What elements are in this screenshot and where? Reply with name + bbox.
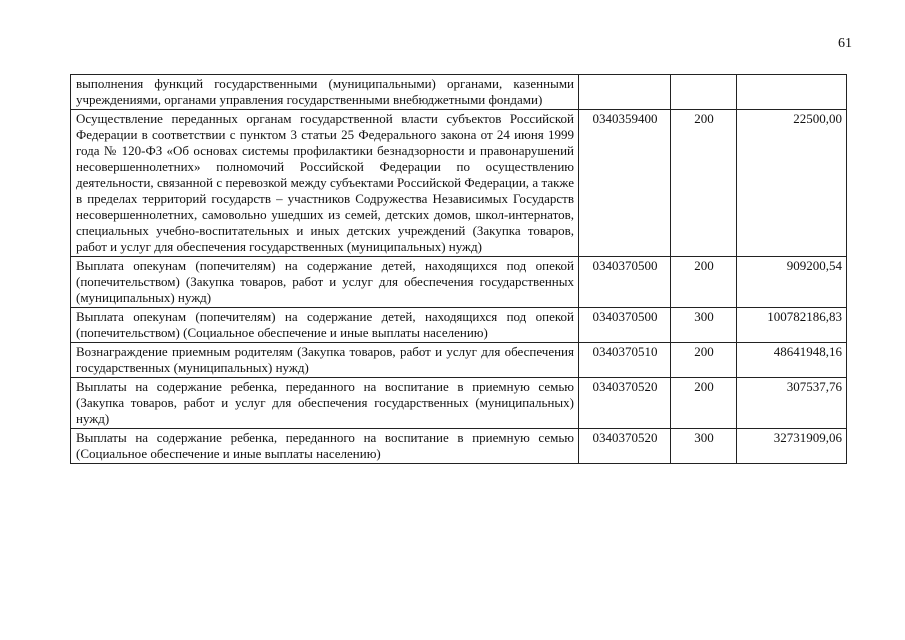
row-code: 0340370500 <box>579 308 671 343</box>
row-amount: 307537,76 <box>737 378 847 429</box>
row-code: 0340370520 <box>579 429 671 464</box>
row-expense-type: 300 <box>671 429 737 464</box>
row-description: Осуществление переданных органам государственной власти субъектов Российской Федерации в соответствии с пунктом 3 статьи 25 Федерального закона от 24 июня 1999 года № 120-ФЗ «Об основах системы профилактики безнадзорности и правонарушений несовершеннолетних» полномочий Российской Федерации по осуществлению деятельности, связанной с перевозкой между субъектами Российской Федерации, а также в пределах территорий государств – участников Содружества Независимых Государств несовершеннолетних, самовольно ушедших из семей, детских домов, школ-интернатов, специальных учебно-воспитательных и иных детских учреждений (Закупка товаров, работ и услуг для обеспечения государственных (муниципальных) нужд) <box>71 110 579 257</box>
table-row <box>71 308 847 343</box>
row-description: Выплата опекунам (попечителям) на содержание детей, находящихся под опекой (попечительством) (Социальное обеспечение и иные выплаты населению) <box>71 308 579 343</box>
row-amount: 48641948,16 <box>737 343 847 378</box>
row-code: 0340370520 <box>579 378 671 429</box>
row-code: 0340359400 <box>579 110 671 257</box>
table-row <box>71 110 847 257</box>
row-expense-type: 300 <box>671 308 737 343</box>
table-row <box>71 75 847 110</box>
row-amount: 22500,00 <box>737 110 847 257</box>
row-code <box>579 75 671 110</box>
row-description: Выплата опекунам (попечителям) на содержание детей, находящихся под опекой (попечительством) (Закупка товаров, работ и услуг для обеспечения государственных (муниципальных) нужд) <box>71 257 579 308</box>
table-row <box>71 257 847 308</box>
row-code: 0340370500 <box>579 257 671 308</box>
row-amount: 909200,54 <box>737 257 847 308</box>
row-expense-type: 200 <box>671 257 737 308</box>
row-expense-type: 200 <box>671 378 737 429</box>
page-number: 61 <box>838 36 852 51</box>
row-expense-type: 200 <box>671 343 737 378</box>
row-expense-type <box>671 75 737 110</box>
row-description: Выплаты на содержание ребенка, переданного на воспитание в приемную семью (Закупка товаров, работ и услуг для обеспечения государственных (муниципальных) нужд) <box>71 378 579 429</box>
row-amount <box>737 75 847 110</box>
budget-table <box>70 74 847 464</box>
row-amount: 100782186,83 <box>737 308 847 343</box>
table-row <box>71 378 847 429</box>
row-expense-type: 200 <box>671 110 737 257</box>
row-description: Вознаграждение приемным родителям (Закупка товаров, работ и услуг для обеспечения государственных (муниципальных) нужд) <box>71 343 579 378</box>
row-description: выполнения функций государственными (муниципальными) органами, казенными учреждениями, органами управления государственными внебюджетными фондами) <box>71 75 579 110</box>
row-code: 0340370510 <box>579 343 671 378</box>
row-description: Выплаты на содержание ребенка, переданного на воспитание в приемную семью (Социальное обеспечение и иные выплаты населению) <box>71 429 579 464</box>
table-row <box>71 429 847 464</box>
row-amount: 32731909,06 <box>737 429 847 464</box>
table-row <box>71 343 847 378</box>
